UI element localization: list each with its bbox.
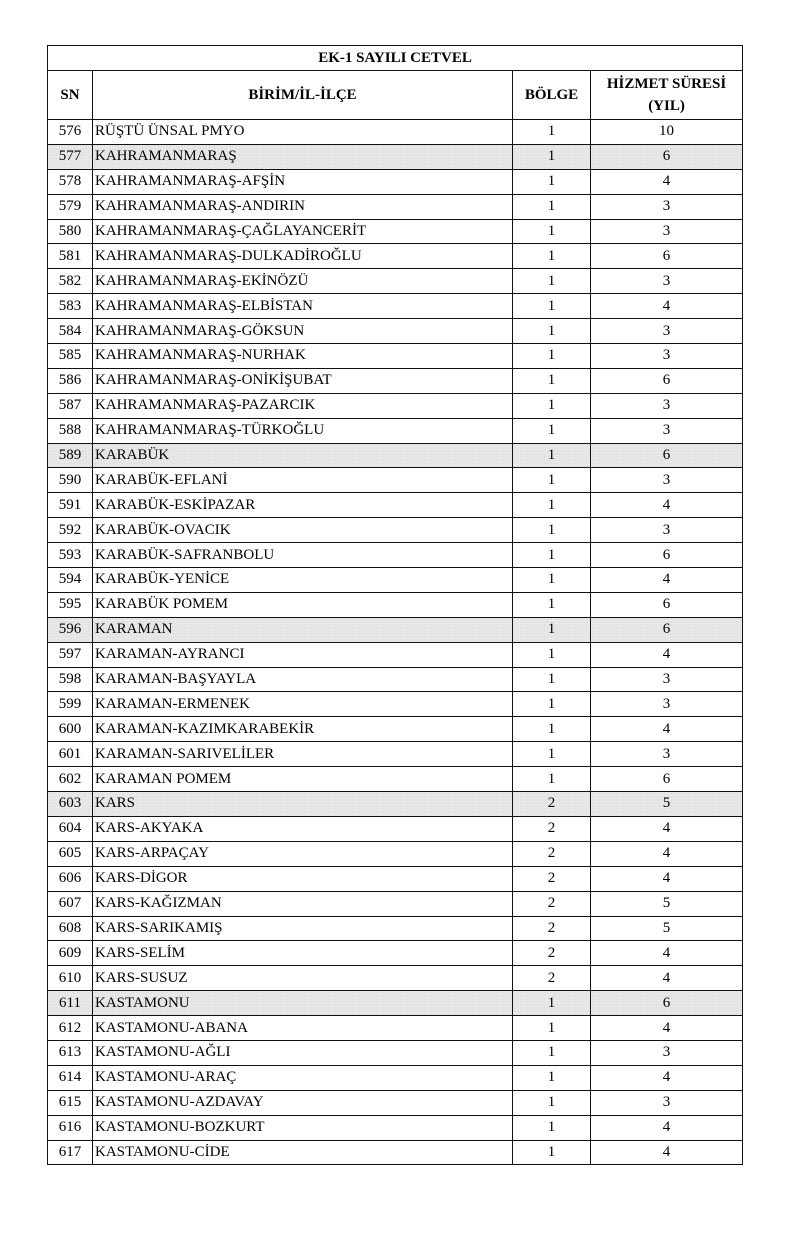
row-name: KAHRAMANMARAŞ-ONİKİŞUBAT [93,368,513,393]
row-sn: 603 [48,792,93,817]
row-name: KAHRAMANMARAŞ-PAZARCIK [93,393,513,418]
row-sn: 595 [48,592,93,617]
row-sn: 594 [48,568,93,593]
row-bolge: 1 [513,692,591,717]
row-sn: 593 [48,543,93,568]
row-hizmet-suresi: 4 [591,493,743,518]
row-sn: 576 [48,120,93,145]
row-hizmet-suresi: 4 [591,966,743,991]
table-row [48,194,743,219]
header-hizmet-suresi-line1: HİZMET SÜRESİ [606,76,727,92]
row-sn: 613 [48,1040,93,1065]
row-hizmet-suresi: 5 [591,916,743,941]
header-bolge: BÖLGE [513,71,591,120]
row-hizmet-suresi: 3 [591,518,743,543]
row-name: KARS-DİGOR [93,866,513,891]
row-bolge: 1 [513,667,591,692]
row-hizmet-suresi: 3 [591,418,743,443]
row-bolge: 2 [513,916,591,941]
table-row [48,294,743,319]
row-hizmet-suresi: 3 [591,269,743,294]
table-row [48,1040,743,1065]
row-sn: 602 [48,767,93,792]
row-hizmet-suresi: 6 [591,617,743,642]
row-name: KARAMAN-ERMENEK [93,692,513,717]
row-hizmet-suresi: 4 [591,294,743,319]
row-bolge: 1 [513,617,591,642]
table-row [48,120,743,145]
row-bolge: 2 [513,841,591,866]
row-name: KARAMAN [93,617,513,642]
row-hizmet-suresi: 4 [591,169,743,194]
row-name: KARABÜK-OVACIK [93,518,513,543]
row-bolge: 1 [513,642,591,667]
row-name: KARS-AKYAKA [93,816,513,841]
row-hizmet-suresi: 3 [591,667,743,692]
row-name: KARABÜK-YENİCE [93,568,513,593]
row-name: KARAMAN-BAŞYAYLA [93,667,513,692]
row-bolge: 1 [513,418,591,443]
row-bolge: 1 [513,493,591,518]
row-bolge: 1 [513,144,591,169]
row-name: KASTAMONU [93,991,513,1016]
row-name: KARS-ARPAÇAY [93,841,513,866]
row-sn: 611 [48,991,93,1016]
row-bolge: 1 [513,1090,591,1115]
row-sn: 615 [48,1090,93,1115]
row-hizmet-suresi: 6 [591,592,743,617]
table-row [48,518,743,543]
row-hizmet-suresi: 3 [591,219,743,244]
row-sn: 606 [48,866,93,891]
row-sn: 586 [48,368,93,393]
row-bolge: 1 [513,368,591,393]
row-sn: 616 [48,1115,93,1140]
header-birim: BİRİM/İL-İLÇE [93,71,513,120]
row-name: KAHRAMANMARAŞ [93,144,513,169]
header-hizmet-suresi [591,71,743,120]
row-sn: 582 [48,269,93,294]
row-hizmet-suresi: 3 [591,468,743,493]
row-name: KASTAMONU-ABANA [93,1016,513,1041]
row-bolge: 1 [513,717,591,742]
row-hizmet-suresi: 3 [591,692,743,717]
row-name: KARAMAN-KAZIMKARABEKİR [93,717,513,742]
row-hizmet-suresi: 5 [591,891,743,916]
row-name: KAHRAMANMARAŞ-ANDIRIN [93,194,513,219]
row-bolge: 1 [513,194,591,219]
row-hizmet-suresi: 6 [591,767,743,792]
row-name: KASTAMONU-AĞLI [93,1040,513,1065]
row-bolge: 1 [513,742,591,767]
row-bolge: 2 [513,816,591,841]
table-row [48,592,743,617]
row-bolge: 1 [513,767,591,792]
row-name: KARS-SARIKAMIŞ [93,916,513,941]
row-sn: 610 [48,966,93,991]
row-sn: 599 [48,692,93,717]
row-hizmet-suresi: 6 [591,443,743,468]
row-name: KASTAMONU-BOZKURT [93,1115,513,1140]
row-sn: 591 [48,493,93,518]
row-hizmet-suresi: 3 [591,194,743,219]
row-hizmet-suresi: 3 [591,742,743,767]
row-name: RÜŞTÜ ÜNSAL PMYO [93,120,513,145]
row-sn: 583 [48,294,93,319]
row-name: KASTAMONU-ARAÇ [93,1065,513,1090]
row-bolge: 1 [513,443,591,468]
row-hizmet-suresi: 4 [591,941,743,966]
table-row [48,244,743,269]
row-hizmet-suresi: 4 [591,1016,743,1041]
row-hizmet-suresi: 4 [591,1065,743,1090]
row-sn: 609 [48,941,93,966]
row-bolge: 1 [513,1065,591,1090]
table-row [48,866,743,891]
row-name: KAHRAMANMARAŞ-NURHAK [93,344,513,369]
row-bolge: 1 [513,518,591,543]
table-row [48,1115,743,1140]
row-sn: 585 [48,344,93,369]
table-row [48,667,743,692]
table-row [48,966,743,991]
row-bolge: 1 [513,294,591,319]
row-name: KARS-SELİM [93,941,513,966]
row-hizmet-suresi: 4 [591,1115,743,1140]
row-name: KARAMAN POMEM [93,767,513,792]
row-hizmet-suresi: 6 [591,543,743,568]
table-title-row [48,46,743,71]
header-sn: SN [48,71,93,120]
row-name: KARS [93,792,513,817]
row-bolge: 1 [513,468,591,493]
table-row [48,393,743,418]
row-name: KASTAMONU-CİDE [93,1140,513,1165]
table-row [48,319,743,344]
row-bolge: 1 [513,1040,591,1065]
row-name: KASTAMONU-AZDAVAY [93,1090,513,1115]
row-bolge: 1 [513,120,591,145]
table-row [48,941,743,966]
province-row [48,443,743,468]
row-hizmet-suresi: 4 [591,642,743,667]
province-row [48,144,743,169]
row-name: KAHRAMANMARAŞ-AFŞİN [93,169,513,194]
row-sn: 581 [48,244,93,269]
row-name: KARABÜK [93,443,513,468]
table-row [48,269,743,294]
table-row [48,1016,743,1041]
row-hizmet-suresi: 10 [591,120,743,145]
row-name: KARABÜK-SAFRANBOLU [93,543,513,568]
table-row [48,169,743,194]
row-bolge: 1 [513,1016,591,1041]
row-hizmet-suresi: 3 [591,319,743,344]
row-name: KAHRAMANMARAŞ-ÇAĞLAYANCERİT [93,219,513,244]
row-bolge: 2 [513,941,591,966]
row-sn: 597 [48,642,93,667]
table-title: EK-1 SAYILI CETVEL [48,46,743,71]
table-row [48,767,743,792]
row-sn: 588 [48,418,93,443]
table-row [48,1090,743,1115]
row-hizmet-suresi: 6 [591,144,743,169]
row-bolge: 1 [513,393,591,418]
row-sn: 617 [48,1140,93,1165]
table-header-row [48,71,743,120]
row-bolge: 1 [513,991,591,1016]
row-hizmet-suresi: 6 [591,368,743,393]
table-row [48,1065,743,1090]
row-name: KARS-KAĞIZMAN [93,891,513,916]
row-sn: 592 [48,518,93,543]
row-bolge: 2 [513,891,591,916]
row-bolge: 1 [513,244,591,269]
row-bolge: 1 [513,1115,591,1140]
row-name: KARAMAN-AYRANCI [93,642,513,667]
row-bolge: 2 [513,866,591,891]
row-sn: 607 [48,891,93,916]
row-bolge: 1 [513,344,591,369]
row-bolge: 2 [513,792,591,817]
row-bolge: 1 [513,592,591,617]
row-bolge: 1 [513,543,591,568]
table-row [48,219,743,244]
row-sn: 612 [48,1016,93,1041]
table-row [48,692,743,717]
table-row [48,368,743,393]
province-row [48,792,743,817]
row-hizmet-suresi: 4 [591,841,743,866]
row-hizmet-suresi: 6 [591,991,743,1016]
row-name: KARS-SUSUZ [93,966,513,991]
header-hizmet-suresi-line2: (YIL) [648,98,685,114]
row-sn: 579 [48,194,93,219]
row-bolge: 1 [513,319,591,344]
row-sn: 580 [48,219,93,244]
province-row [48,617,743,642]
table-row [48,493,743,518]
table-row [48,344,743,369]
row-hizmet-suresi: 3 [591,393,743,418]
row-name: KARAMAN-SARIVELİLER [93,742,513,767]
row-sn: 578 [48,169,93,194]
table-row [48,468,743,493]
row-name: KAHRAMANMARAŞ-GÖKSUN [93,319,513,344]
row-hizmet-suresi: 3 [591,1090,743,1115]
row-sn: 600 [48,717,93,742]
row-bolge: 2 [513,966,591,991]
table-row [48,891,743,916]
row-hizmet-suresi: 4 [591,1140,743,1165]
row-sn: 587 [48,393,93,418]
row-sn: 577 [48,144,93,169]
row-hizmet-suresi: 5 [591,792,743,817]
row-name: KAHRAMANMARAŞ-EKİNÖZÜ [93,269,513,294]
row-bolge: 1 [513,568,591,593]
table-row [48,642,743,667]
province-row [48,991,743,1016]
row-sn: 601 [48,742,93,767]
table-row [48,916,743,941]
row-name: KAHRAMANMARAŞ-ELBİSTAN [93,294,513,319]
table-row [48,841,743,866]
row-sn: 589 [48,443,93,468]
table-row [48,568,743,593]
row-hizmet-suresi: 6 [591,244,743,269]
row-bolge: 1 [513,269,591,294]
row-bolge: 1 [513,1140,591,1165]
row-sn: 590 [48,468,93,493]
row-hizmet-suresi: 4 [591,717,743,742]
row-name: KARABÜK POMEM [93,592,513,617]
row-name: KAHRAMANMARAŞ-DULKADİROĞLU [93,244,513,269]
row-hizmet-suresi: 4 [591,568,743,593]
service-period-table [47,45,743,1165]
row-hizmet-suresi: 4 [591,866,743,891]
row-sn: 605 [48,841,93,866]
row-bolge: 1 [513,219,591,244]
row-name: KAHRAMANMARAŞ-TÜRKOĞLU [93,418,513,443]
row-name: KARABÜK-ESKİPAZAR [93,493,513,518]
table-row [48,742,743,767]
row-sn: 604 [48,816,93,841]
row-hizmet-suresi: 3 [591,1040,743,1065]
table-row [48,717,743,742]
row-hizmet-suresi: 4 [591,816,743,841]
table-row [48,816,743,841]
row-sn: 596 [48,617,93,642]
row-sn: 608 [48,916,93,941]
row-hizmet-suresi: 3 [591,344,743,369]
row-sn: 598 [48,667,93,692]
row-sn: 584 [48,319,93,344]
table-body [48,120,743,1165]
row-bolge: 1 [513,169,591,194]
table-row [48,1140,743,1165]
table-row [48,543,743,568]
table-row [48,418,743,443]
row-sn: 614 [48,1065,93,1090]
row-name: KARABÜK-EFLANİ [93,468,513,493]
